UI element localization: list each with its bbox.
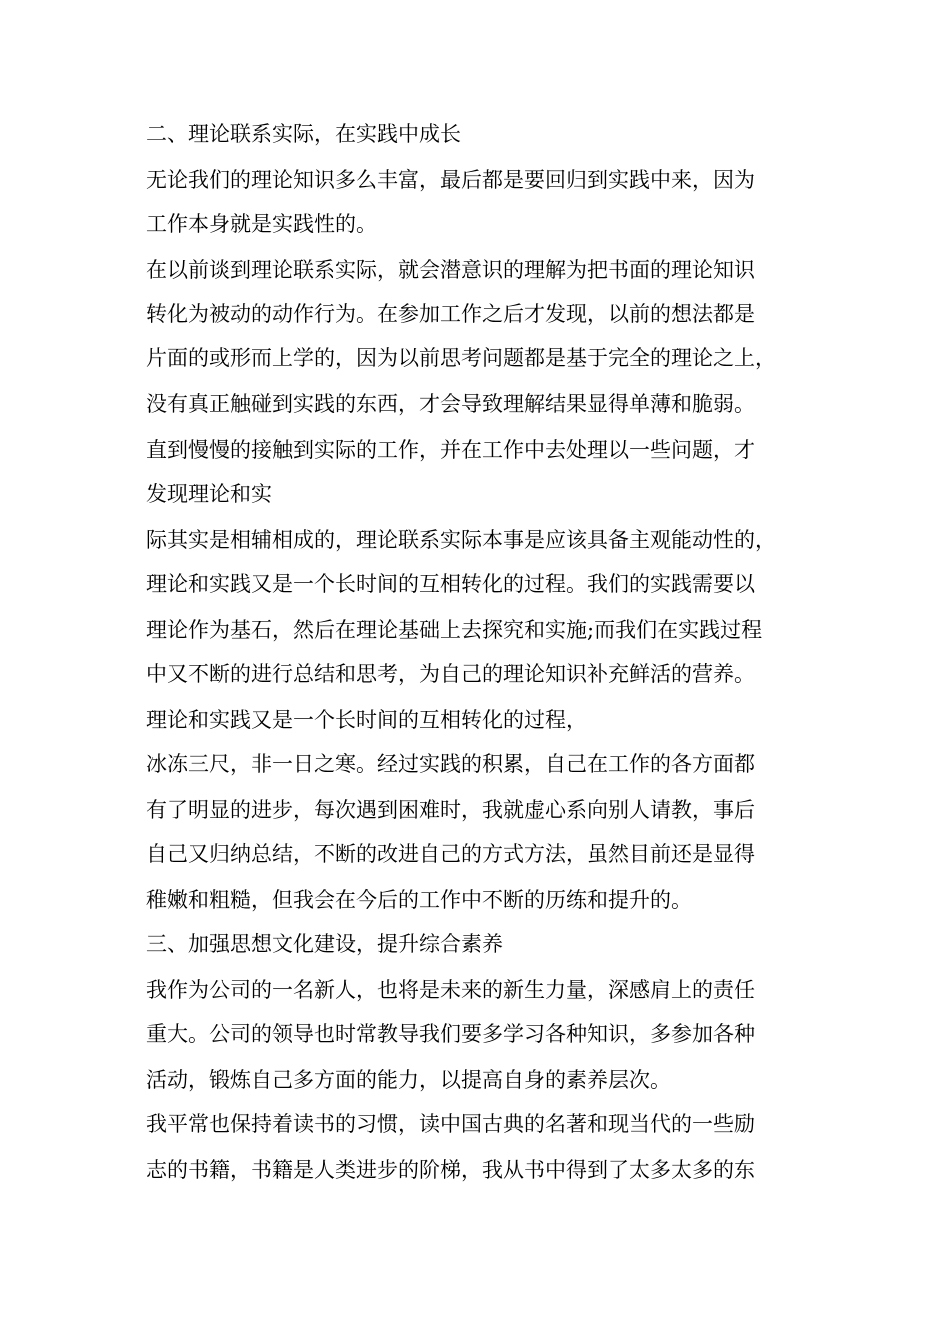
text-line: 片面的或形而上学的，因为以前思考问题都是基于完全的理论之上， [146, 346, 776, 370]
text-line: 重大。公司的领导也时常教导我们要多学习各种知识，多参加各种 [146, 1022, 755, 1046]
section-heading: 二、理论联系实际，在实践中成长 [146, 122, 461, 146]
text-line: 无论我们的理论知识多么丰富，最后都是要回归到实践中来，因为 [146, 168, 755, 192]
text-line: 理论和实践又是一个长时间的互相转化的过程。我们的实践需要以 [146, 572, 755, 596]
text-line: 冰冻三尺，非一日之寒。经过实践的积累，自己在工作的各方面都 [146, 752, 755, 776]
text-line: 志的书籍，书籍是人类进步的阶梯，我从书中得到了太多太多的东 [146, 1158, 755, 1182]
text-line: 工作本身就是实践性的。 [146, 212, 377, 236]
text-line: 理论作为基石，然后在理论基础上去探究和实施;而我们在实践过程 [146, 618, 763, 642]
text-line: 在以前谈到理论联系实际，就会潜意识的理解为把书面的理论知识 [146, 258, 755, 282]
text-line: 际其实是相辅相成的，理论联系实际本事是应该具备主观能动性的， [146, 528, 776, 552]
text-line: 中又不断的进行总结和思考，为自己的理论知识补充鲜活的营养。 [146, 662, 755, 686]
text-line: 我平常也保持着读书的习惯，读中国古典的名著和现当代的一些励 [146, 1112, 755, 1136]
text-line: 发现理论和实 [146, 482, 272, 506]
text-line: 稚嫩和粗糙，但我会在今后的工作中不断的历练和提升的。 [146, 888, 692, 912]
text-line: 我作为公司的一名新人，也将是未来的新生力量，深感肩上的责任 [146, 978, 755, 1002]
text-line: 转化为被动的动作行为。在参加工作之后才发现，以前的想法都是 [146, 302, 755, 326]
text-line: 有了明显的进步，每次遇到困难时，我就虚心系向别人请教，事后 [146, 798, 755, 822]
text-line: 活动，锻炼自己多方面的能力，以提高自身的素养层次。 [146, 1068, 671, 1092]
text-line: 直到慢慢的接触到实际的工作，并在工作中去处理以一些问题，才 [146, 438, 755, 462]
text-line: 理论和实践又是一个长时间的互相转化的过程， [146, 708, 587, 732]
text-line: 自己又归纳总结，不断的改进自己的方式方法，虽然目前还是显得 [146, 842, 755, 866]
section-heading: 三、加强思想文化建设，提升综合素养 [146, 932, 503, 956]
text-line: 没有真正触碰到实践的东西，才会导致理解结果显得单薄和脆弱。 [146, 392, 755, 416]
